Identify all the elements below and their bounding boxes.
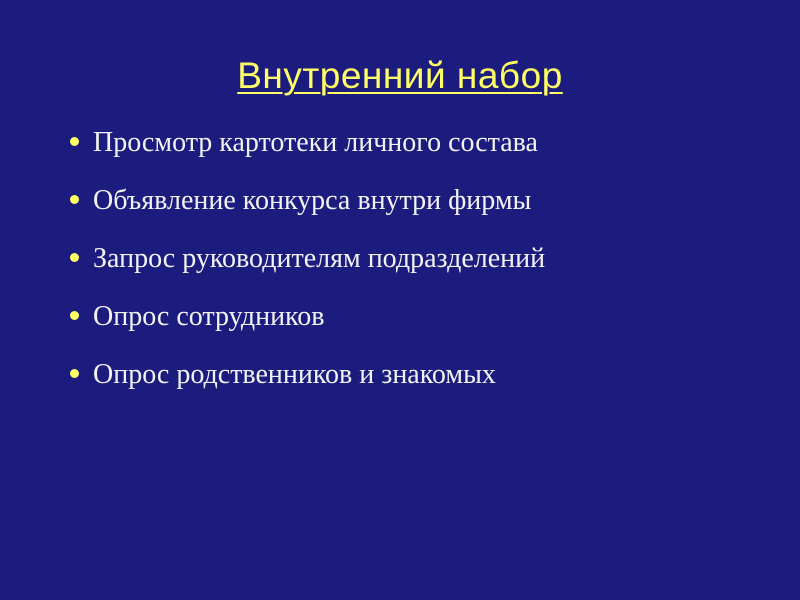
bullet-item bbox=[70, 350, 545, 408]
bullet-text: Опрос родственников и знакомых bbox=[93, 359, 496, 390]
bullet-dot-icon bbox=[70, 311, 79, 320]
bullet-list bbox=[70, 118, 545, 408]
bullet-text: Запрос руководителям подразделений bbox=[93, 243, 546, 274]
bullet-dot-icon bbox=[70, 253, 79, 262]
bullet-item bbox=[70, 234, 545, 292]
bullet-dot-icon bbox=[70, 137, 79, 146]
bullet-text: Опрос сотрудников bbox=[93, 301, 325, 332]
bullet-text: Объявление конкурса внутри фирмы bbox=[93, 185, 532, 216]
bullet-dot-icon bbox=[70, 369, 79, 378]
slide-title: Внутренний набор bbox=[237, 55, 563, 96]
bullet-dot-icon bbox=[70, 195, 79, 204]
bullet-item bbox=[70, 118, 545, 176]
bullet-text: Просмотр картотеки личного состава bbox=[93, 127, 538, 158]
bullet-item bbox=[70, 176, 545, 234]
bullet-item bbox=[70, 292, 545, 350]
